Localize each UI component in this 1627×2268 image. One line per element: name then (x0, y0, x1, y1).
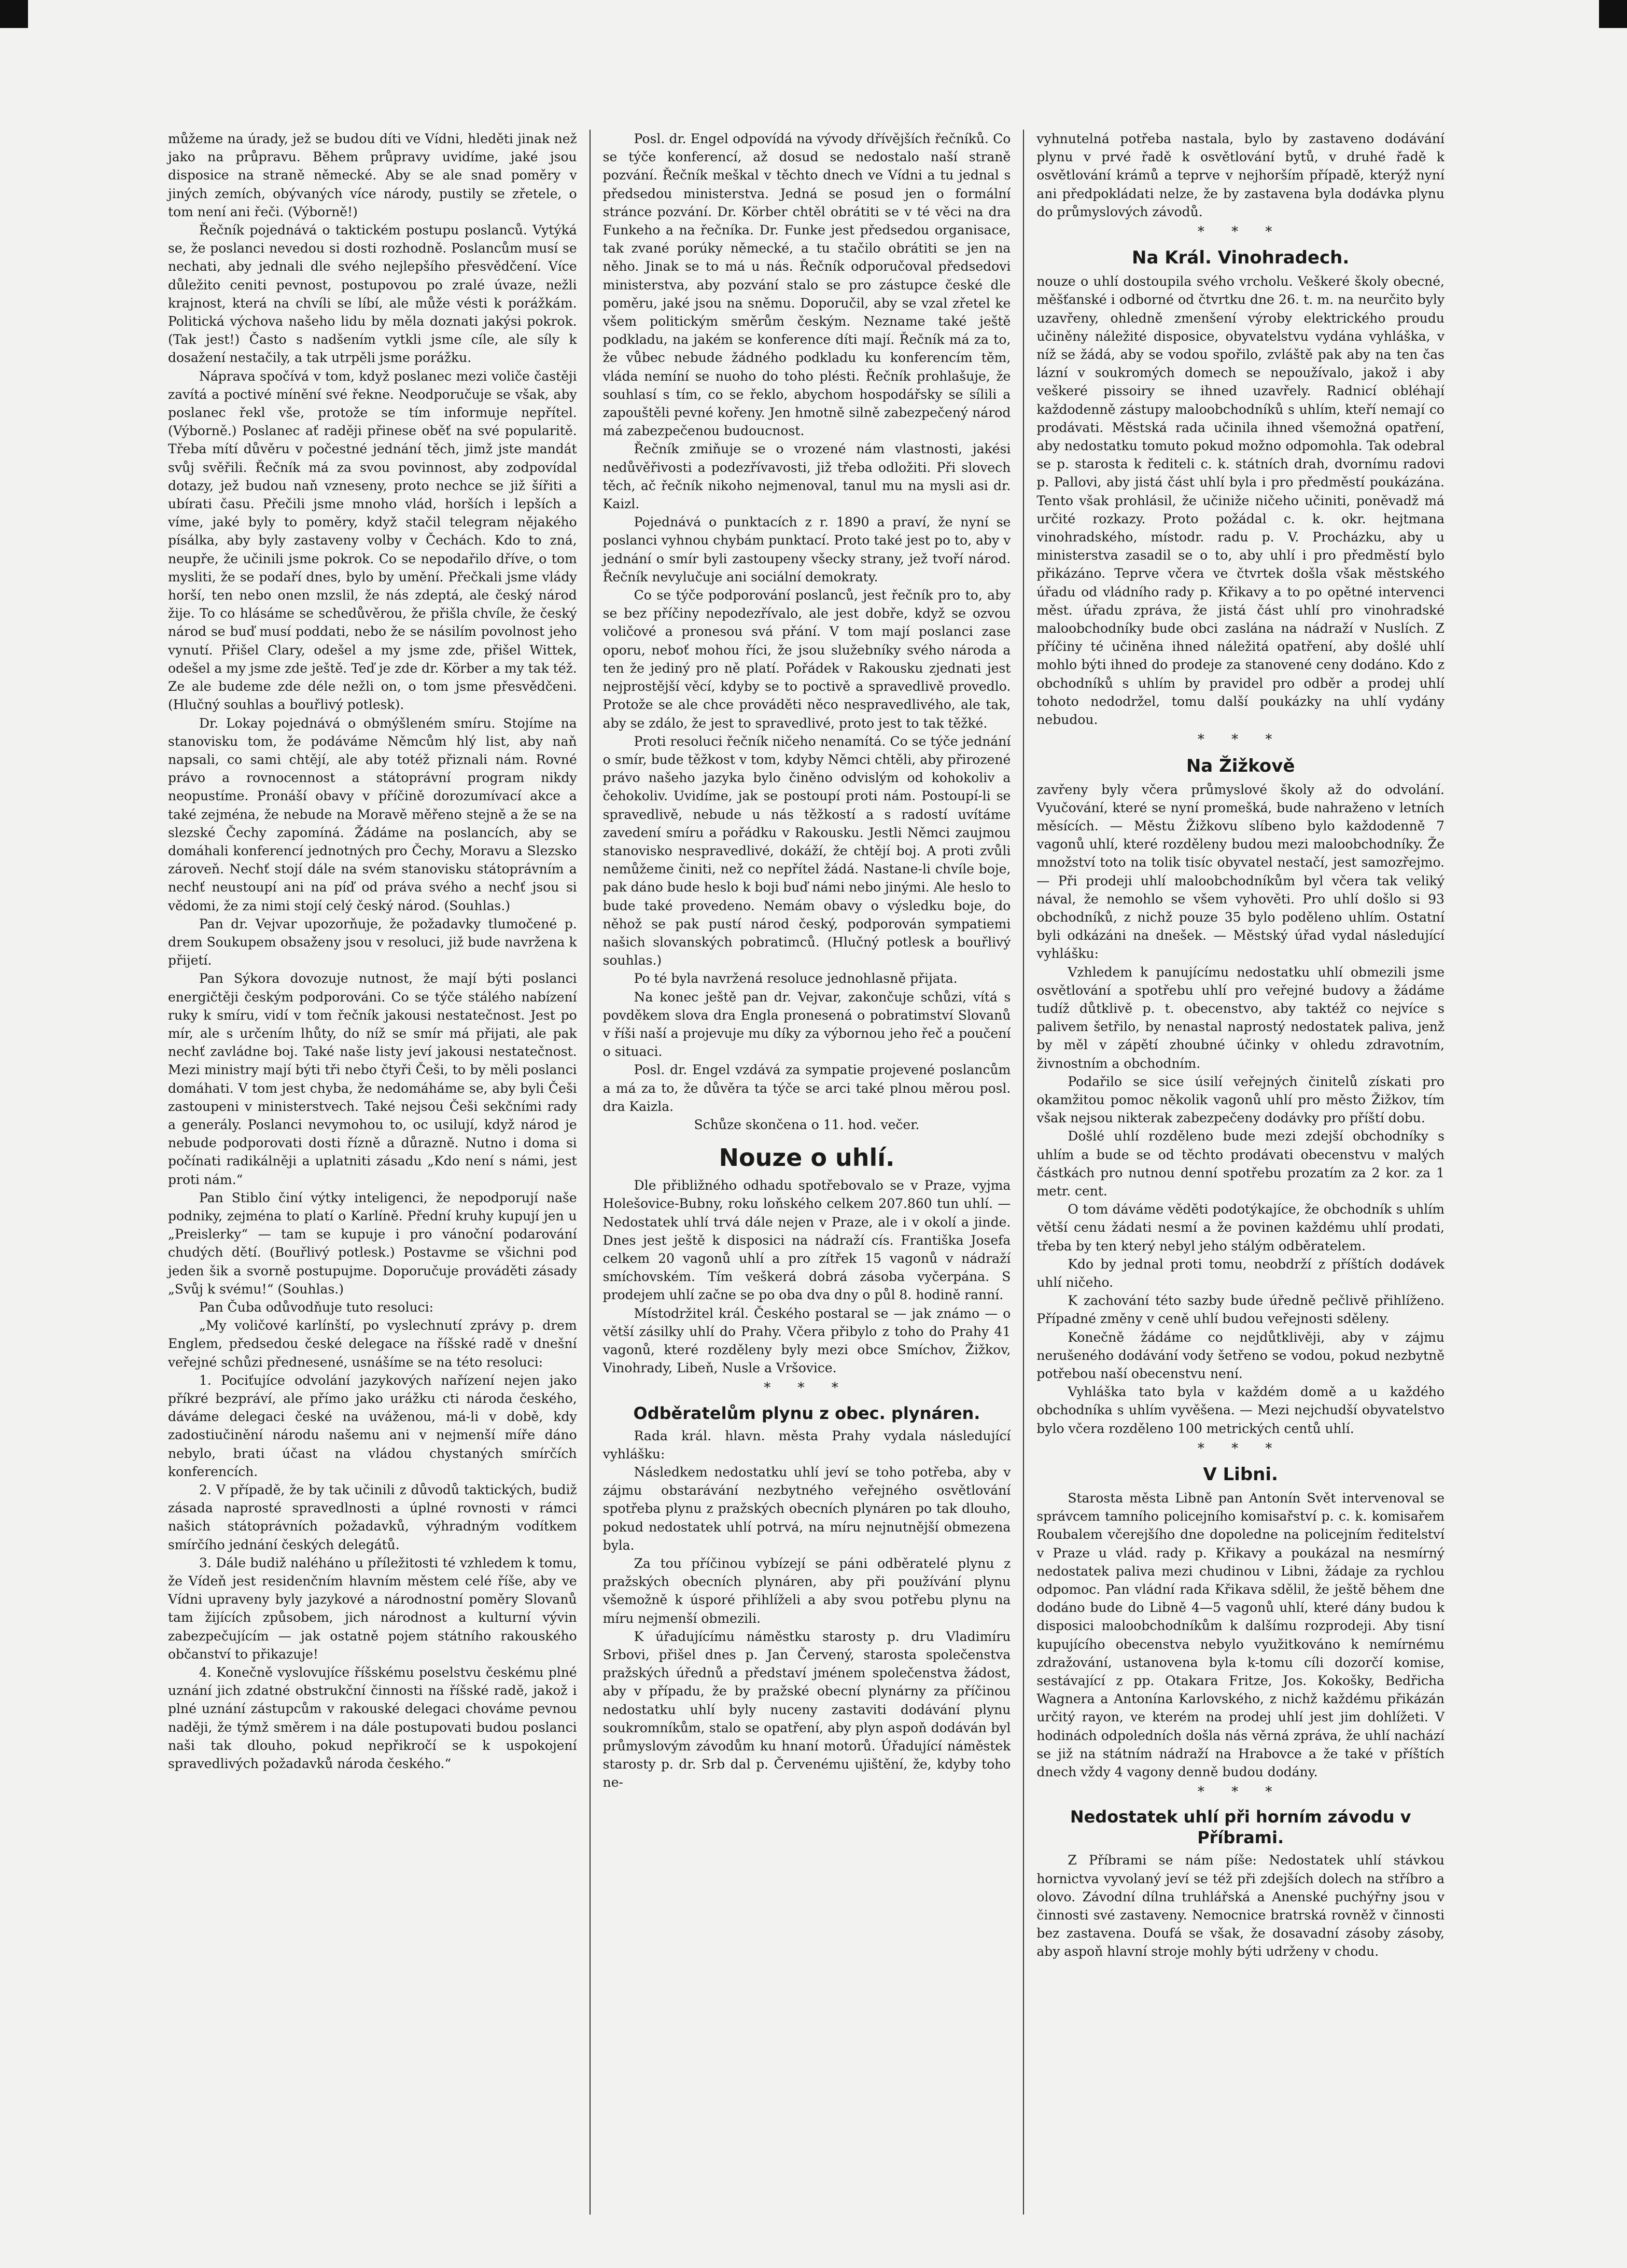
paragraph: Dle přibližného odhadu spotřebovalo se v Praze, vyjma Holešovice-Bubny, roku loňského celkem 207.860 tun uhlí. — Nedostatek uhlí trvá dále nejen v Praze, ale i v okolí a jinde. Dnes jest ještě k disposici na nádraží cís. Františka Josefa celkem 20 vagonů uhlí a pro zítřek 15 vagonů v nádraží smíchovském. Tím veškerá dobrá zásoba vyčerpána. S prodejem uhlí začne se po oba dva dny o půl 8. hodině ranní. (602, 1178, 1011, 1303)
paragraph: K úřadujícímu náměstku starosty p. dru Vladimíru Srbovi, přišel dnes p. Jan Červený, starosta společenstva pražských úřednů a představí jménem společenstva žádost, aby v případu, že by pražské obecní plynárny za příčinou nedostatku uhlí byly nuceny zastaviti dodávání plynu soukromníkům, stalo se opatření, aby plyn aspoň dodáván byl průmyslovým závodům ku hnaní motorů. Úřadující náměstek starosty p. dr. Srb dal p. Červenému ujištění, že, kdyby toho ne- (602, 1629, 1011, 1790)
paragraph: Pan Stiblo činí výtky inteligenci, že nepodporují naše podniky, zejména to platí o Karlíně. Přední kruhy kupují jen u „Preislerky“ — tam se kupuje i pro vánoční podarování chudých dětí. (Bouřlivý potlesk.) Postavme se všichni pod jeden šik a svorně postupujme. Doporučuje prováděti zásady „Svůj k svému!“ (Souhlas.) (168, 1190, 577, 1297)
paragraph: Vyhláška tato byla v každém domě a u každého obchodníka s uhlím vyvěšena. — Mezi nejchudší obyvatelstvo bylo včera rozděleno 100 metrických centů uhlí. (1036, 1384, 1444, 1436)
paragraph: 1. Pociťujíce odvolání jazykových nařízení nejen jako příkré bezpráví, ale přímo jako urážku cti národa českého, dáváme delegaci české na uváženou, má-li v době, kdy zadostiučinění národu našemu ani v nejmenší míře dáno nebylo, brati účast na vládou chystaných smírčích konferencích. (168, 1372, 577, 1479)
paragraph: Proti resoluci řečník ničeho nenamítá. Co se týče jednání o smír, bude těžkost v tom, kdyby Němci chtěli, aby přirozené právo našeho jazyka bylo činěno odvislým od kohokoliv a čehokoliv. Uvidíme, jak se postoupí proti nám. Postoupí-li se spravedlivě, nebude u nás těžkostí a s radostí uvítáme zavedení smíru a pořádku v Rakousku. Jestli Němci zaujmou stanovisko nespravedlivé, dokáží, že chtějí boj. A proti zvůli nemůžeme činiti, než co nepřítel žádá. Nastane-li chvíle boje, pak dáno bude heslo k boji buď námi nebo jinými. Ale heslo to bude také provedeno. Nemám obavy o výsledku boje, do něhož se pak pustí národ český, podporován sympatiemi našich slovanských pobratimců. (Hlučný potlesk a bouřlivý souhlas.) (602, 733, 1011, 968)
paragraph: Posl. dr. Engel odpovídá na vývody dřívějších řečníků. Co se týče konferencí, až dosud se nedostalo naší straně pozvání. Řečník meškal v těchto dnech ve Vídni a tu jednal s předsedou ministerstva. Jedná se posud jen o formální stránce pozvání. Dr. Körber chtěl obrátiti se v té věci na dra Funkeho a na řečníka. Dr. Funke jest předsedou organisace, tak zvané porúky německé, a tu stačilo obrátiti se jen na něho. Jinak se to má u nás. Řečník odporučoval předsedovi ministerstva, aby pozvání stalo se pro zástupce české dle poměru, jaké jsou na sněmu. Doporučil, aby se vzal zřetel ke všem politickým směrům českým. Nezname také ještě podkladu, na jakém se konference díti mají. Řečník má za to, že vůbec nebude žádného podkladu ku konferencím těm, vláda nemíní se nuoho do toho plésti. Řečník prohlašuje, že souhlasí s tím, co se řeklo, abychom hospodářsky se sílili a zapouštěli pevné kořeny. Jen hmotně silně zabezpečený národ má zabezpečenou budoucnost. (602, 131, 1011, 439)
paragraph: „My voličové karlínští, po vyslechnutí zprávy p. drem Englem, předsedou české delegace na říšské radě v dnešní veřejné schůzi přednesené, usnášíme se na této resoluci: (168, 1318, 577, 1370)
registration-mark-top-left (0, 0, 28, 28)
section-divider: * * * (1197, 224, 1284, 240)
section-divider: * * * (764, 1380, 850, 1396)
column-3 (1023, 130, 1457, 2215)
section-heading: Odběratelům plynu z obec. plynáren. (633, 1403, 980, 1423)
paragraph: Rada král. hlavn. města Prahy vydala následující vyhlášku: (602, 1428, 1011, 1462)
paragraph: Podařilo se sice úsilí veřejných činitelů získati pro okamžitou pomoc několik vagonů uhlí pro město Žižkov, tím však nejsou nikterak zabezpečeny dodávky pro příští dobu. (1036, 1074, 1444, 1126)
paragraph: Pan Sýkora dovozuje nutnost, že mají býti poslanci energičtěji českým podporováni. Co se týče stálého nabízení ruky k smíru, vidí v tom řečník jakousi nestatečnost. Jest po mír, ale s určením lhůty, do níž se smír má přijati, ale pak nechť zavládne boj. Také naše listy jeví jakousi nestatečnost. Mezi ministry mají býti tři nebo čtyři Češi, to by měli poslanci domáhati. V tom jest chyba, že nedomáháme se, aby byli Češi zastoupeni v ministerstvech. Také nejsou Češi sekčními rady a generály. Poslanci nevymohou to, oc usilují, když národ je nebude podporovati dosti řízně a důrazně. Nutno i doma si počínati radikálněji a uplatniti zásadu „Kdo není s námi, jest proti nám.“ (168, 971, 577, 1187)
paragraph: Řečník zmiňuje se o vrozené nám vlastnosti, jakési nedůvěřivosti a podezřívavosti, již třeba odložiti. Při slovech těch, ač řečník nikoho nejmenoval, tanul mu na mysli asi dr. Kaizl. (602, 441, 1011, 512)
paragraph: můžeme na úrady, jež se budou díti ve Vídni, hleděti jinak než jako na průpravu. Během průpravy uvidíme, jaké jsou disposice na straně německé. Aby se ale snad poměry v jiných zemích, obývaných více národy, pustily se zřetele, o tom není ani řeči. (Výborně!) (168, 131, 577, 219)
paragraph: 4. Konečně vyslovujíce říšskému poselstvu českému plné uznání jich zdatné obstrukční činnosti na říšské radě, jakož i plné uznání zástupcům v rakouské delegaci chováme pevnou naději, že týmž směrem i na dále postupovati budou poslanci naši tak dlouho, pokud nepřikročí se k uspokojení spravedlivých požadavků národa českého.“ (168, 1665, 577, 1772)
paragraph: Po té byla navržená resoluce jednohlasně přijata. (634, 971, 958, 986)
paragraph: nouze o uhlí dostoupila svého vrcholu. Veškeré školy obecné, měšťanské i odborné od čtvrtku dne 26. t. m. na neurčito byly uzavřeny, ohledně zmenšení výroby elektrického proudu učiněny náležité disposice, obyvatelstvu vydána vyhláška, v níž se žádá, aby se vodou spořilo, zvláště pak aby na ten čas lázní v soukromých domech se nepoužívalo, jakož i aby veškeré pissoiry se ihned uzavřely. Radnicí obléhají každodenně zástupy maloobchodníků s uhlím, kteří nemají co prodávati. Městská rada učinila ihned všemožná opatření, aby nedostatku tomuto pokud možno odpomohla. Tak odebral se p. starosta k řediteli c. k. státních drah, dvornímu radovi p. Pallovi, aby jistá část uhlí byla i pro předměstí poukázána. Tento však prohlásil, že učiniže ničeho učiniti, poněvadž má určité rozkazy. Proto požádal c. k. okr. hejtmana vinohradského, místodr. radu p. V. Procházku, aby u ministerstva zasadil se o to, aby uhlí i pro předměstí bylo přikázáno. Teprve včera ve čtvrtek došla však městského úřadu od vládního rady p. Křikavy a to po opětné intervenci měst. úřadu zpráva, že jistá část uhlí pro vinohradské maloobchodníky bude obci zaslána na nádraží v Nuslích. Z příčiny té učiněna ihned náležitá opatření, aby došlé uhlí mohlo býti ihned do prodeje za stanovené ceny dodáno. Kdo z obchodníků s uhlím by pravidel pro odběr a prodej uhlí tohoto nedodržel, tomu další poukázky na uhlí vydány nebudou. (1036, 274, 1444, 728)
paragraph: Vzhledem k panujícímu nedostatku uhlí obmezili jsme osvětlování a spotřebu uhlí pro veřejné budovy a žádáme tudíž důtklivě p. t. obecenstvo, aby taktéž co nejvíce s palivem šetřilo, by nenastal naprostý nedostatek paliva, jenž by měl v zápětí zhoubné účinky v ohledu zdravotním, živnostním a obchodním. (1036, 964, 1444, 1071)
section-heading: Na Král. Vinohradech. (1132, 247, 1350, 269)
paragraph: Následkem nedostatku uhlí jeví se toho potřeba, aby v zájmu obstarávání nezbytného veřejného osvětlování spotřeba plynu z pražských obecních plynáren po tak dlouho, pokud nedostatek uhlí potrvá, na míru nejnutnější obmezena byla. (602, 1465, 1011, 1553)
paragraph: Pojednává o punktacích z r. 1890 a praví, že nyní se poslanci vyhnou chybám punktací. Proto také jest po to, aby v jednání o smír byli zastoupeny všecky strany, jež tvoří národ. Řečník nevylučuje ani sociální demokraty. (602, 514, 1011, 585)
paragraph: Došlé uhlí rozděleno bude mezi zdejší obchodníky s uhlím a bude se od těchto prodávati obecenstvu v malých částkách pro nutnou denní spotřebu prozatím za 2 kor. za 1 metr. cent. (1036, 1129, 1444, 1199)
paragraph: Z Příbrami se nám píše: Nedostatek uhlí stávkou hornictva vyvolaný jeví se též při zdejších dolech na stříbro a olovo. Závodní dílna truhlářská a Anenské puchýřny jsou v činnosti své zastaveny. Nemocnice bratrská rovněž v činnosti bez zastavena. Doufá se však, že dosavadní zásoby zásoby, aby aspoň hlavní stroje mohly býti udrženy v chodu. (1036, 1853, 1444, 1959)
paragraph: Co se týče podporování poslanců, jest řečník pro to, aby se bez příčiny nepodezřívalo, ale jest dobře, když se ozvou voličové a pronesou svá přání. V tom mají poslanci zase oporu, neboť mohou říci, že jsou služebníky svého národa a ten že jediný pro ně platí. Pořádek v Rakousku zjednati jest nejprostější věcí, kdyby se to poctivě a spravedlivě provedlo. Protože se ale chce prováděti něco nespravedlivého, ale tak, aby se zdálo, že jest to spravedlivé, proto jest to tak těžké. (602, 588, 1011, 731)
paragraph: zavřeny byly včera průmyslové školy až do odvolání. Vyučování, které se nyní promešká, bude nahraženo v letních měsících. — Městu Žižkovu slíbeno bylo každodenně 7 vagonů uhlí, které rozděleny budou mezi maloobchodníky. Že množství toto na tolik tisíc obyvatel nestačí, jest samozřejmo. — Při prodeji uhlí maloobchodníkům byl včera tak veliký nával, že nemohlo se všem vyhověti. Pro uhlí došlo si 93 obchodníků, z nichž pouze 35 bylo poděleno uhlím. Ostatní byli odkázáni na dnešek. — Městský úřad vydal následující vyhlášku: (1036, 782, 1444, 962)
paragraph: 2. V případě, že by tak učinili z důvodů taktických, budiž zásada naprosté spravedlnosti a úplné rovnosti v rámci našich státoprávních požadavků, výhradným vodítkem smírčího jednání českých delegátů. (168, 1482, 577, 1552)
paragraph: Náprava spočívá v tom, když poslanec mezi voliče častěji zavítá a poctivé mínění své řekne. Neodporučuje se však, aby poslanec řekl vše, protože se tím informuje nepřítel. (Výborně.) Poslanec ať raději přinese oběť na své popularitě. Třeba mítí důvěru v počestné jednání těch, jimž jste mandát svůj svěřili. Řečník má za svou povinnost, aby zodpovídal dotazy, jež budou naň vzneseny, proto nechce se již šířiti a ubírati času. Přečili jsme mnoho vlád, horších i lepších a víme, jaké byly to poměry, když stačil telegram nějakého písálka, aby byly zastaveny volby v Čechách. Kdo to zná, neupře, že učinili jsme pokrok. Co se nepodařilo dříve, o tom mysliti, že se podaří dnes, bylo by umění. Přečkali jsme vlády horší, ten nebo onen mzslil, že nás zdeptá, ale český národ žije. To co hlásáme se schedůvěrou, že přišla chvíle, že český národ se buď musí poddati, nebo že se násilím povolnost jeho vynutí. Přišel Clary, odešel a my jsme zde, přišel Wittek, odešel a my jsme zde ještě. Teď je zde dr. Körber a my tak též. Ze ale budeme zde déle nežli on, o tom jsme přesvědčeni. (Hlučný souhlas a bouřlivý potlesk). (168, 368, 577, 713)
section-divider: * * * (1197, 732, 1284, 748)
paragraph: Konečně žádáme co nejdůtklivěji, aby v zájmu nerušeného dodávání vody šetřeno se vodou, pokud nezbytně potřebou naší obecenstvu není. (1036, 1329, 1444, 1381)
paragraph: Řečník pojednává o taktickém postupu poslanců. Vytýká se, že poslanci nevedou si dosti rozhodně. Poslancům musí se nechati, aby jednali dle svého nejlepšího přesvědčení. Více důležito ceniti pevnost, postupovou po zralé úvaze, nežli krajnost, která na chvíli se líbí, ale může vésti k porážkám. Politická výchova našeho lidu by měla doznati jakýsi pokrok. (Tak jest!) Často s nadšením vytkli jsme cíle, ale síly k dosažení nestačily, a tak utrpěli jsme porážku. (168, 222, 577, 366)
paragraph: Schůze skončena o 11. hod. večer. (694, 1117, 920, 1132)
newspaper-page (156, 130, 1457, 2215)
paragraph: Za tou příčinou vybízejí se páni odběratelé plynu z pražských obecních plynáren, aby při používání plynu všemožně k úsporé přihlíželi a aby svou potřebu plynu na míru nejmenší obmezili. (602, 1556, 1011, 1626)
section-divider: * * * (1197, 1784, 1284, 1800)
paragraph: O tom dáváme věděti podotýkajíce, že obchodník s uhlím větší cenu žádati nesmí a že povinen každému uhlí prodati, třeba by ten který nebyl jeho stálým odběratelem. (1036, 1202, 1444, 1254)
column-1 (156, 130, 590, 2215)
paragraph: Starosta města Libně pan Antonín Svět intervenoval se správcem tamního policejního komisařství p. c. k. komisařem Roubalem včerejšího dne dopoledne na policejním ředitelství v Praze u vlád. rady p. Křikavy a poukázal na nesmírný nedostatek paliva mezi chudinou v Libni, žádaje za rychlou odpomoc. Pan vládní rada Křikava sdělil, že ještě během dne dodáno bude do Libně 4—5 vagonů uhlí, které dány budou k disposici maloobchodníkům k dalšímu rozprodeji. Aby tisní kupujícího obecenstva nebylo využitkováno k nemírnému zdražování, ustanovena byla k-tomu cíli dozorčí komise, sestávající z pp. Otakara Fritze, Jos. Kokošky, Bedřicha Wagnera a Antonína Karlovského, z nichž každému přikázán určitý rayon, ve kterém na prodej uhlí jest jim dohlížeti. V hodinách odpoledních došla nás věrná zpráva, že uhlí nachází se již na státním nádraží na Hrabovce a že také v příštích dnech vždy 4 vagony denně budou dodány. (1036, 1491, 1444, 1780)
section-heading: Nedostatek uhlí při horním závodu v Příbrami. (1070, 1807, 1411, 1848)
section-divider: * * * (1197, 1440, 1284, 1456)
paragraph: Pan Čuba odůvodňuje tuto resoluci: (199, 1300, 434, 1315)
paragraph: K zachování této sazby bude úředně pečlivě přihlíženo. Případné změny v ceně uhlí budou veřejnosti sděleny. (1036, 1293, 1444, 1327)
paragraph: Místodržitel král. Českého postaral se — jak známo — o větší zásilky uhlí do Prahy. Včera přibylo z toho do Prahy 41 vagonů, které rozděleny byly mezi obce Smíchov, Žižkov, Vinohrady, Libeň, Nusle a Vršovice. (602, 1305, 1011, 1376)
column-2 (590, 130, 1023, 2215)
paragraph: Pan dr. Vejvar upozorňuje, že požadavky tlumočené p. drem Soukupem obsaženy jsou v resoluci, již bude navržena k přijetí. (168, 916, 577, 968)
section-heading: V Libni. (1203, 1464, 1278, 1485)
paragraph: Dr. Lokay pojednává o obmýšleném smíru. Stojíme na stanovisku tom, že podáváme Němcům hlý list, aby naň napsali, co sami chtějí, ale aby totéž přiznali nám. Rovné právo a rovnocennost a státoprávní program nikdy neopustíme. Pronáší obavy v příčině dorozumívací akce a také zejména, že nebude na Moravě měřeno stejně a že se na slezské Čechy zapomíná. Žádáme na poslancích, aby se domáhali konferencí jednotných pro Čechy, Moravu a Slezsko zároveň. Nechť stojí dále na svém stanovisku státoprávním a nechť neustoupí ani na píď od práva svého a nechť jsou si vědomi, že za nimi stojí celý český národ. (Souhlas.) (168, 715, 577, 913)
paragraph: Na konec ještě pan dr. Vejvar, zakončuje schůzi, vítá s povděkem slova dra Engla pronesená o pobratimství Slovanů v říši naší a projevuje mu díky za výbornou jeho řeč a poučení o situaci. (602, 989, 1011, 1060)
paragraph: Posl. dr. Engel vzdává za sympatie projevené poslancům a má za to, že důvěra ta týče se arci také plnou měrou posl. dra Kaizla. (602, 1062, 1011, 1114)
article-heading: Nouze o uhlí. (719, 1144, 895, 1172)
section-heading: Na Žižkově (1186, 755, 1295, 776)
registration-mark-top-right (1599, 0, 1627, 28)
paragraph: Kdo by jednal proti tomu, neobdrží z příštích dodávek uhlí ničeho. (1036, 1256, 1444, 1290)
paragraph: 3. Dále budiž naléháno u příležitosti té vzhledem k tomu, že Vídeň jest residenčním hlavním městem celé říše, aby ve Vídni upraveny byly jazykové a národnostní poměry Slovanů tam žijících způsobem, jich národnost a kulturní vývin zabezpečujícím — jak ostatně pojem státního rakouského občanství to přikazuje! (168, 1555, 577, 1662)
paragraph: vyhnutelná potřeba nastala, bylo by zastaveno dodávání plynu v prvé řadě k osvětlování bytů, v druhé řadě k osvětlování krámů a teprve v nejhorším případě, kterýž nyní ani předpokládati nelze, že by zastavena byla dodávka plynu do průmyslových závodů. (1036, 131, 1444, 219)
